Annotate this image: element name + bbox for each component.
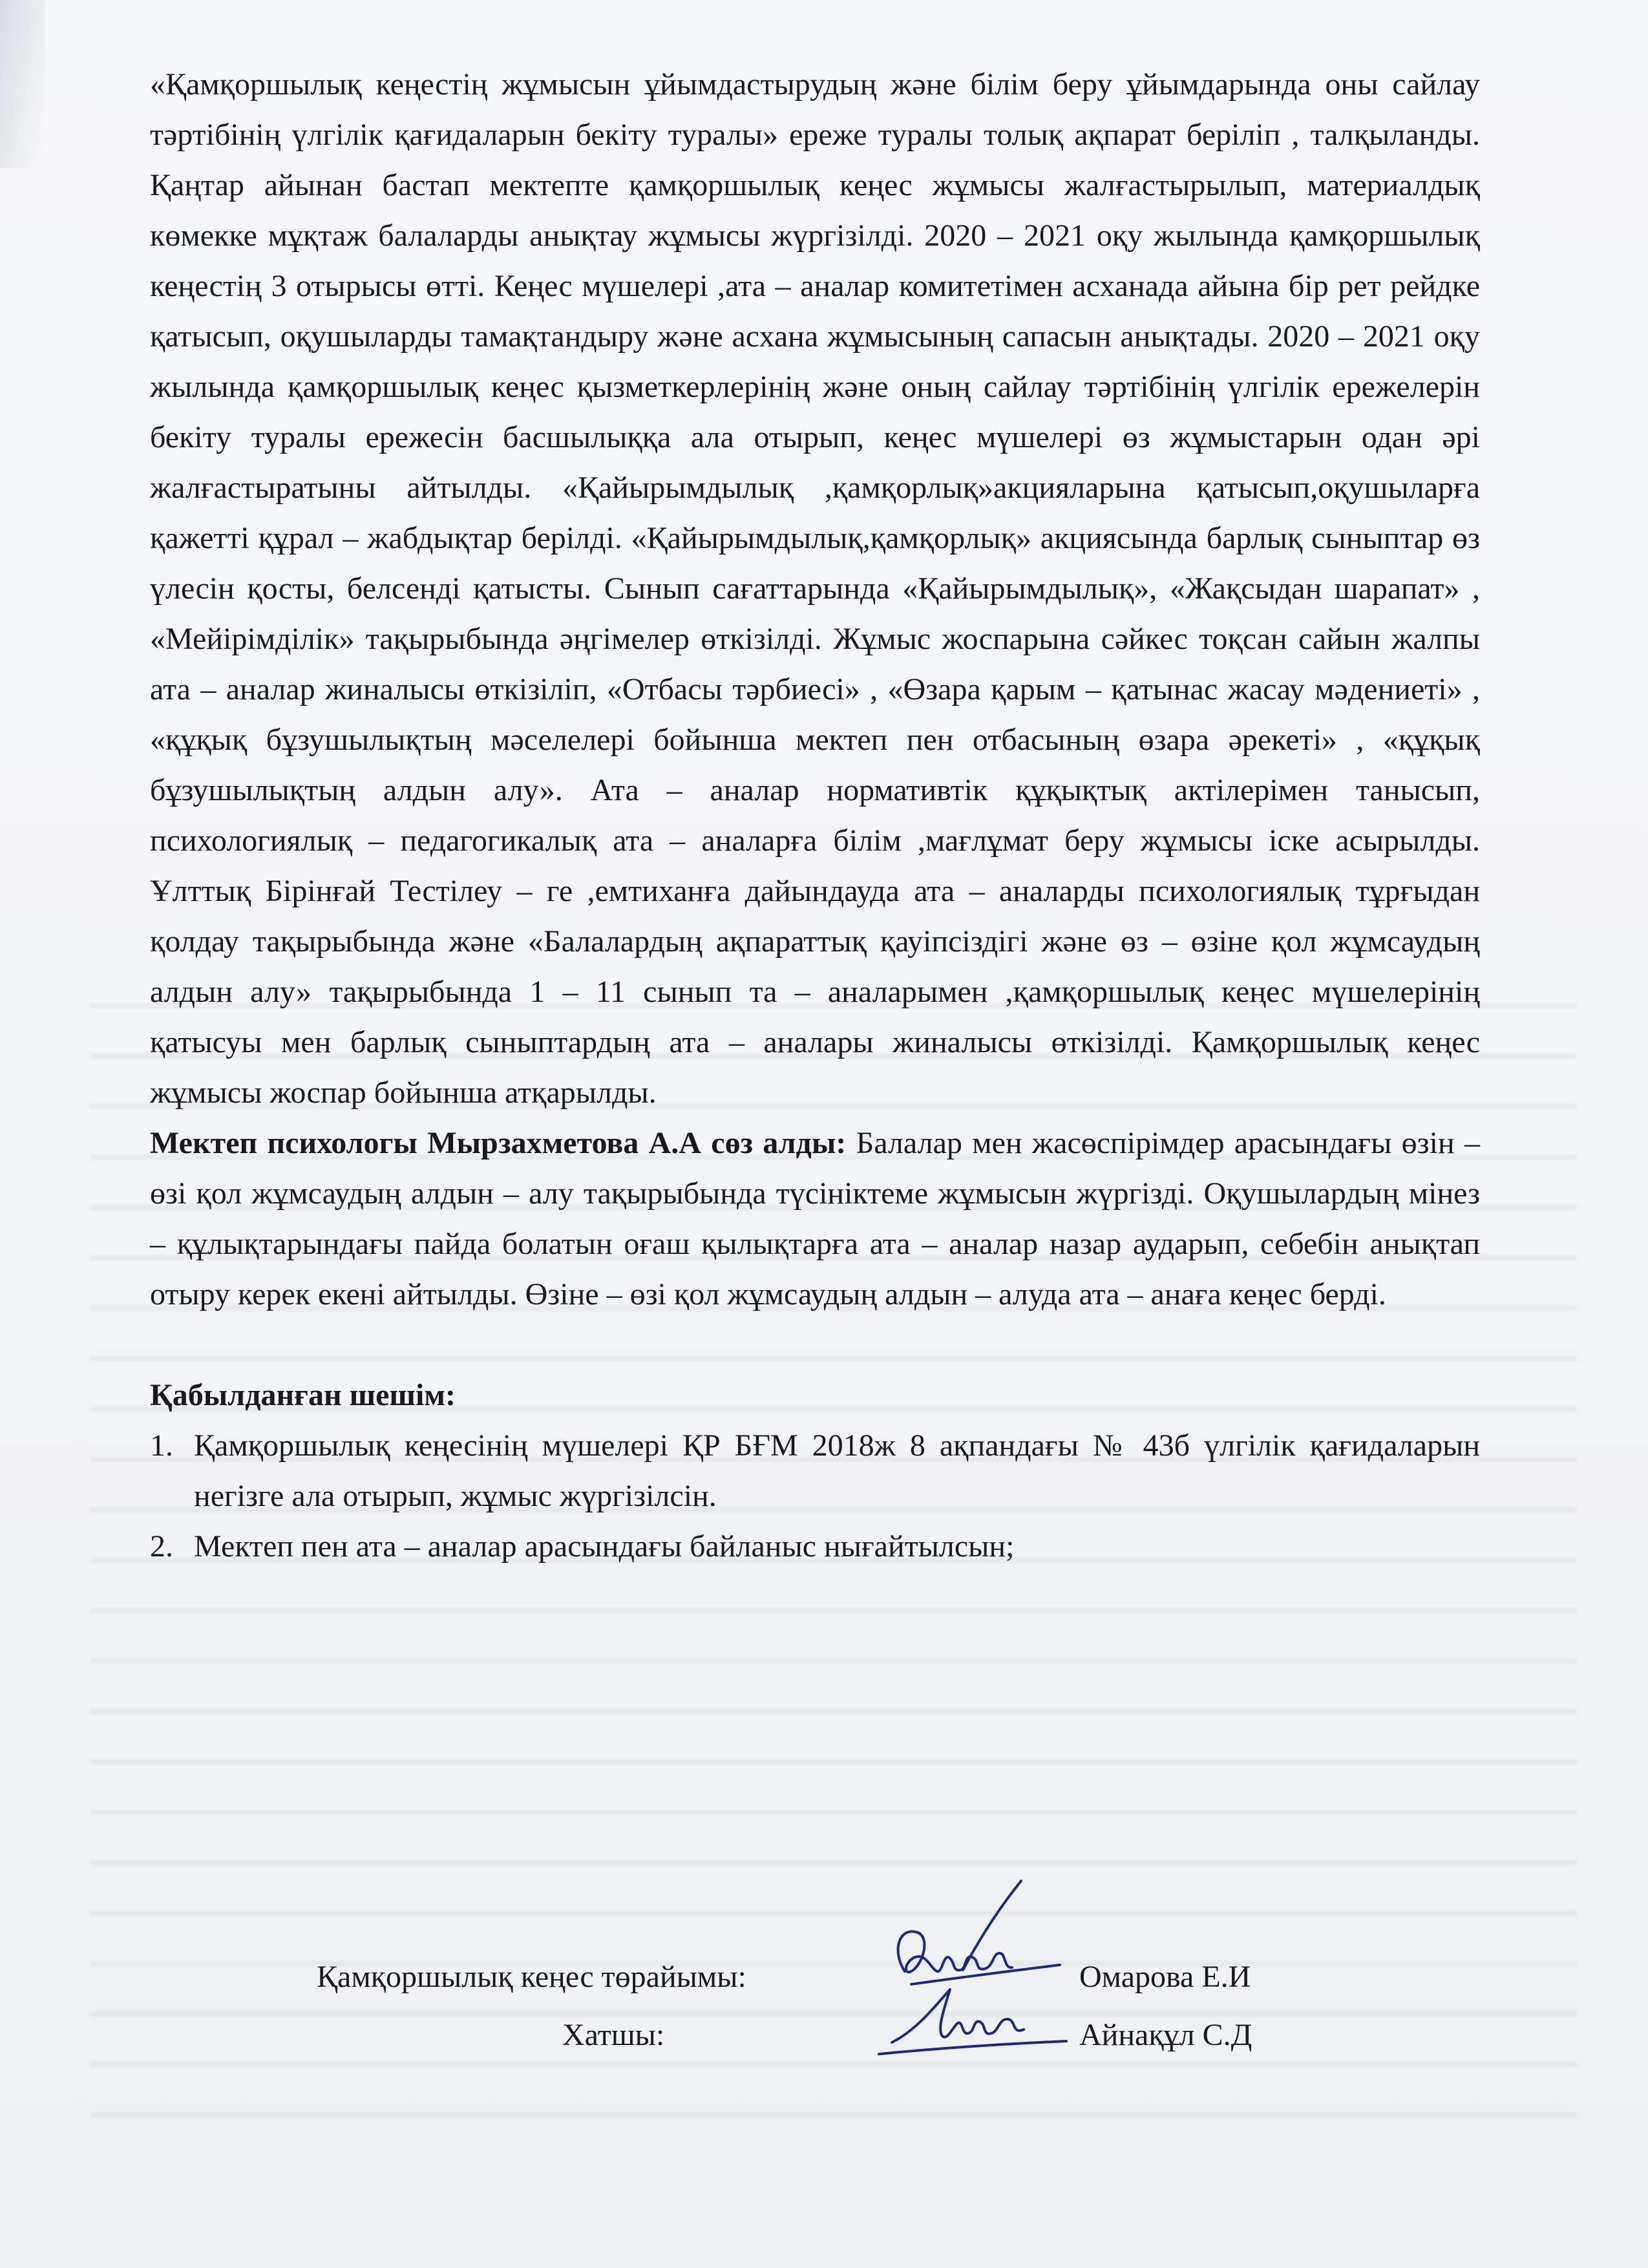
decision-heading: Қабылданған шешім: <box>150 1378 456 1412</box>
psychologist-label: Мектеп психологы Мырзахметова А.А сөз алды: <box>150 1126 847 1160</box>
chair-name: Омарова Е.И <box>1079 1960 1251 1994</box>
main-paragraph: «Қамқоршылық кеңестің жұмысын ұйымдастырудың және білім беру ұйымдарында оны сайлау тәртібінің үлгілік қағидаларын бекіту туралы» ереже туралы толық ақпарат беріліп , талқыланды. Қаңтар айынан бастап мектепте қамқоршылық кеңес жұмысы жалғастырылып, материалдық көмекке мұқтаж балаларды анықтау жұмысы жүргізілді. 2020 – 2021 оқу жылында қамқоршылық кеңестің 3 отырысы өтті. Кеңес мүшелері ,ата – аналар комитетімен асханада айына бір рет рейдке қатысып, оқушыларды тамақтандыру және асхана жұмысының сапасын анықтады. 2020 – 2021 оқу жылында қамқоршылық кеңес қызметкерлерінің және оның сайлау тәртібінің үлгілік ережелерін бекіту туралы ережесін басшылыққа ала отырып, кеңес мүшелері өз жұмыстарын одан әрі жалғастыратыны айтылды. «Қайырымдылық ,қамқорлық»акцияларына қатысып,оқушыларға қажетті құрал – жабдықтар берілді. «Қайырымдылық,қамқорлық» акциясында барлық сыныптар өз үлесін қосты, белсенді қатысты. Сынып сағаттарында «Қайырымдылық», «Жақсыдан шарапат» , «Мейірімділік» тақырыбында әңгімелер өткізілді. Жұмыс жоспарына сәйкес тоқсан сайын жалпы ата – аналар жиналысы өткізіліп, «Отбасы тәрбиесі» , «Өзара қарым – қатынас жасау мәдениеті» , «құқық бұзушылықтың мәселелері бойынша мектеп пен отбасының өзара әрекеті» , «құқық бұзушылықтың алдын алу». Ата – аналар нормативтік құқықтық актілерімен танысып, психологиялық – педагогикалық ата – аналарға білім ,мағлұмат беру жұмысы іске асырылды. Ұлттық Бірінғай Тестілеу – ге ,емтиханға дайындауда ата – аналарды психологиялық тұрғыдан қолдау тақырыбында және «Балалардың ақпараттық қауіпсіздігі және өз – өзіне қол жұмсаудың алдын алу» тақырыбында 1 – 11 сынып та – аналарымен ,қамқоршылық кеңес мүшелерінің қатысуы мен барлық сыныптардың ата – аналары жиналысы өткізілді. Қамқоршылық кеңес жұмысы жоспар бойынша атқарылды. <box>150 67 1480 1110</box>
document-body <box>150 59 1480 1572</box>
psychologist-paragraph <box>150 1118 1480 1320</box>
signature-block <box>0 1874 1648 2081</box>
decision-number: 2. <box>150 1529 173 1563</box>
blank-line <box>150 1320 1480 1370</box>
handwritten-signatures <box>866 1874 1073 2068</box>
decision-number: 1. <box>150 1428 173 1463</box>
page-corner-fold <box>0 0 45 168</box>
chair-label: Қамқоршылық кеңес төрайымы: <box>317 1960 746 1994</box>
decision-item <box>150 1421 1480 1521</box>
decision-item <box>150 1521 1480 1572</box>
decision-text: Қамқоршылық кеңесінің мүшелері ҚР БҒМ 2018ж 8 ақпандағы № 43б үлгілік қағидаларын негізге ала отырып, жұмыс жүргізілсін. <box>194 1428 1480 1513</box>
secretary-name: Айнақұл С.Д <box>1079 2018 1252 2052</box>
psychologist-text: Балалар мен жасөспірімдер арасындағы өзін – өзі қол жұмсаудың алдын – алу тақырыбында түсініктеме жұмысын жүргізді. Оқушылардың мінез – құлықтарындағы пайда болатын оғаш қылықтарға ата – аналар назар аударып, себебін анықтап отыру керек екені айтылды. Өзіне – өзі қол жұмсаудың алдын – алуда ата – анаға кеңес берді. <box>150 1126 1480 1311</box>
secretary-label: Хатшы: <box>562 2018 665 2052</box>
decision-text: Мектеп пен ата – аналар арасындағы байланыс нығайтылсын; <box>194 1529 1015 1563</box>
decision-list <box>150 1421 1480 1572</box>
